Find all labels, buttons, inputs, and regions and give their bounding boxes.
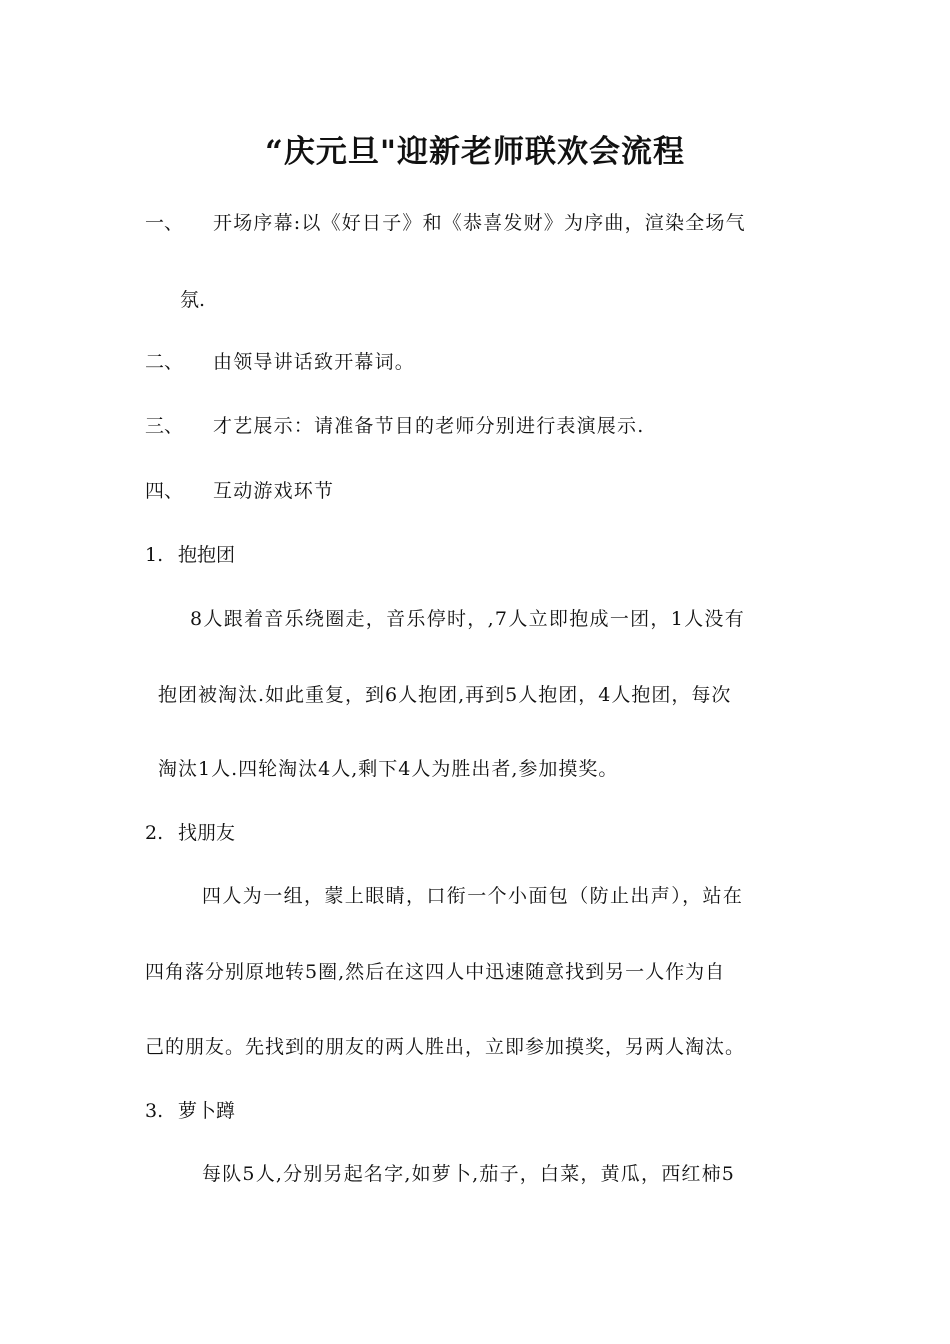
game-1-line-2: 抱团被淘汰.如此重复，到6人抱团,再到5人抱团，4人抱团，每次 (158, 684, 732, 706)
section-text-1: 开场序幕:以《好日子》和《恭喜发财》为序曲，渲染全场气 (213, 212, 746, 234)
section-marker-4: 四、 (145, 480, 184, 502)
game-number-2: 2. (145, 822, 164, 844)
section-marker-1: 一、 (145, 212, 184, 234)
section-marker-3: 三、 (145, 415, 184, 437)
game-number-1: 1. (145, 544, 164, 566)
game-1-line-1: 8人跟着音乐绕圈走，音乐停时，,7人立即抱成一团，1人没有 (190, 608, 746, 630)
document-title: “庆元旦"迎新老师联欢会流程 (265, 134, 685, 170)
game-name-2: 找朋友 (178, 822, 236, 844)
game-name-1: 抱抱团 (178, 544, 236, 566)
section-text-4: 互动游戏环节 (213, 480, 335, 502)
game-2-line-3: 己的朋友。先找到的朋友的两人胜出，立即参加摸奖，另两人淘汰。 (145, 1036, 746, 1058)
game-3-line-1: 每队5人,分别另起名字,如萝卜,茄子，白菜，黄瓜，西红柿5 (202, 1163, 736, 1185)
section-marker-2: 二、 (145, 351, 184, 373)
game-2-line-1: 四人为一组，蒙上眼睛，口衔一个小面包（防止出声），站在 (202, 885, 744, 907)
game-2-line-2: 四角落分别原地转5圈,然后在这四人中迅速随意找到另一人作为自 (145, 961, 726, 983)
section-text-1-continuation: 氛. (180, 289, 206, 311)
game-number-3: 3. (145, 1100, 164, 1122)
section-text-2: 由领导讲话致开幕词。 (213, 351, 416, 373)
game-name-3: 萝卜蹲 (178, 1100, 236, 1122)
section-text-3: 才艺展示：请准备节目的老师分别进行表演展示. (213, 415, 645, 437)
game-1-line-3: 淘汰1人.四轮淘汰4人,剩下4人为胜出者,参加摸奖。 (158, 758, 619, 780)
